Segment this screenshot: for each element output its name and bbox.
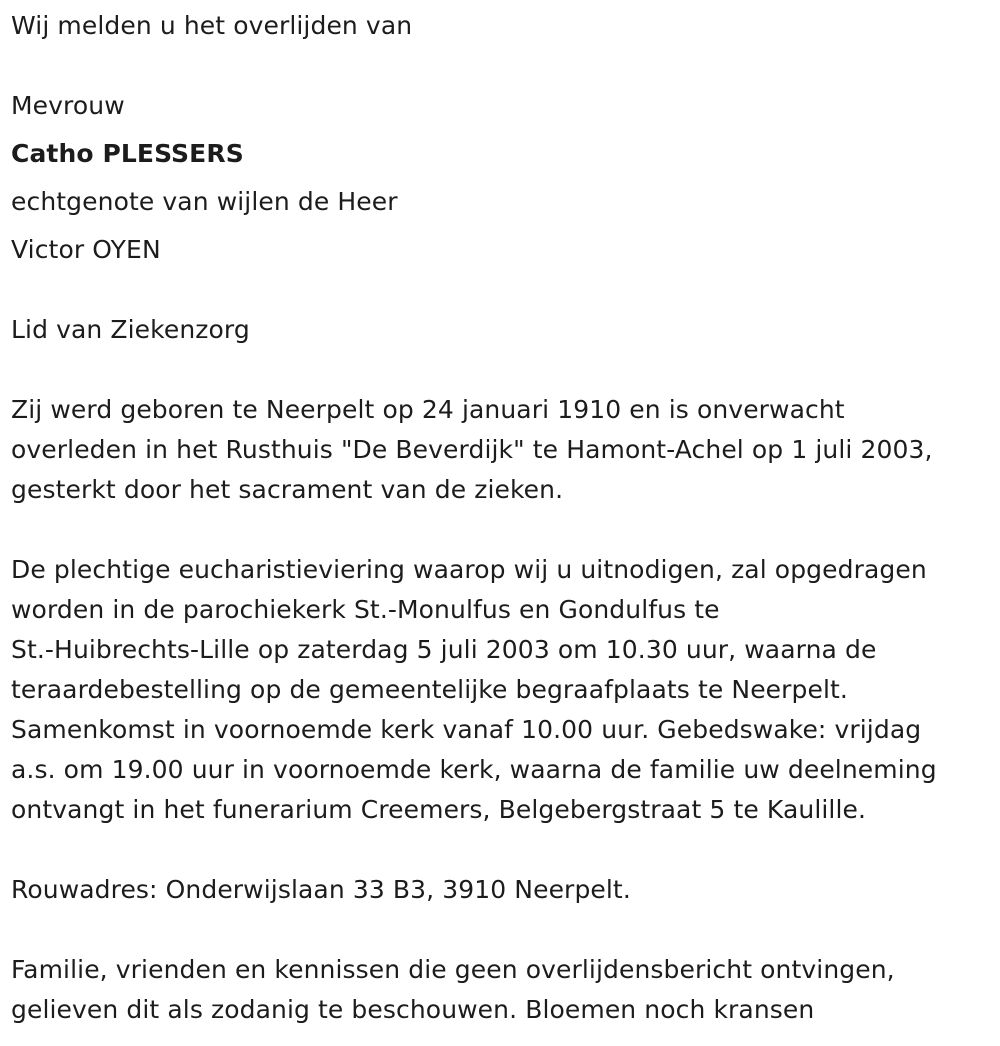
paragraph-line: overleden in het Rusthuis "De Beverdijk" te Hamont-Achel op 1 juli 2003, — [11, 435, 933, 464]
spacer — [11, 222, 991, 230]
membership-text: Lid van Ziekenzorg — [11, 315, 250, 344]
paragraph-line: teraardebestelling op de gemeentelijke begraafplaats te Neerpelt. — [11, 675, 848, 704]
spacer — [11, 910, 991, 950]
spouse-name: Victor OYEN — [11, 235, 161, 264]
spacer — [11, 510, 991, 550]
paragraph-line: Familie, vrienden en kennissen die geen overlijdensbericht ontvingen, — [11, 955, 895, 984]
paragraph-line: ontvangt in het funerarium Creemers, Belgebergstraat 5 te Kaulille. — [11, 795, 867, 824]
paragraph-line: gesterkt door het sacrament van de zieken. — [11, 475, 564, 504]
paragraph-line: Zij werd geboren te Neerpelt op 24 januari 1910 en is onverwacht — [11, 395, 845, 424]
obituary-document — [11, 6, 991, 1030]
birth-paragraph — [11, 390, 991, 510]
spacer — [11, 46, 991, 86]
spacer — [11, 126, 991, 134]
spacer — [11, 830, 991, 870]
mourning-address: Rouwadres: Onderwijslaan 33 B3, 3910 Neerpelt. — [11, 875, 631, 904]
spacer — [11, 174, 991, 182]
paragraph-line: Samenkomst in voornoemde kerk vanaf 10.00 uur. Gebedswake: vrijdag — [11, 715, 922, 744]
paragraph-line: St.-Huibrechts-Lille op zaterdag 5 juli 2003 om 10.30 uur, waarna de — [11, 635, 877, 664]
intro-text: Wij melden u het overlijden van — [11, 11, 413, 40]
honorific: Mevrouw — [11, 91, 125, 120]
paragraph-line: gelieven dit als zodanig te beschouwen. Bloemen noch kransen — [11, 995, 815, 1024]
paragraph-line: a.s. om 19.00 uur in voornoemde kerk, waarna de familie uw deelneming — [11, 755, 937, 784]
spacer — [11, 350, 991, 390]
paragraph-line: worden in de parochiekerk St.-Monulfus en Gondulfus te — [11, 595, 720, 624]
deceased-name: Catho PLESSERS — [11, 139, 244, 168]
ceremony-paragraph — [11, 550, 991, 830]
spouse-intro: echtgenote van wijlen de Heer — [11, 187, 398, 216]
closing-paragraph — [11, 950, 991, 1030]
spacer — [11, 270, 991, 310]
paragraph-line: De plechtige eucharistieviering waarop wij u uitnodigen, zal opgedragen — [11, 555, 927, 584]
